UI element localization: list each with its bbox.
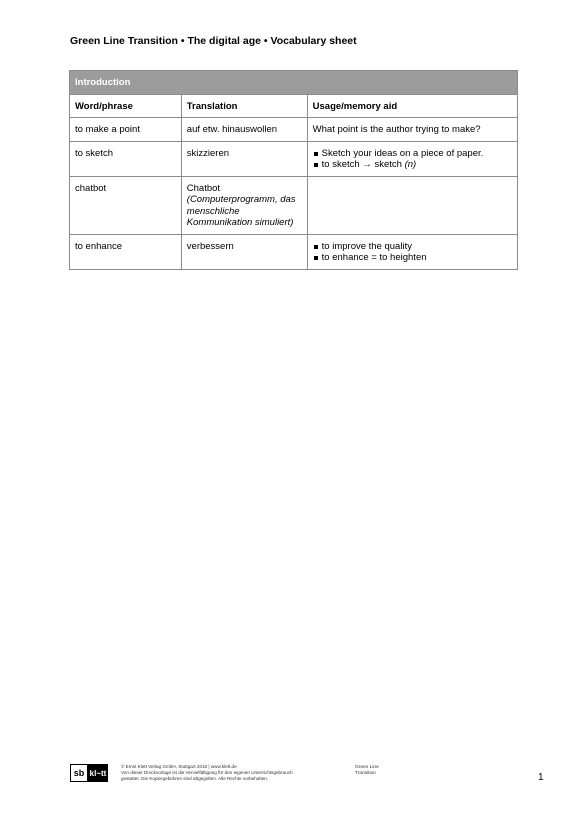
usage-item — [313, 159, 512, 171]
usage-list — [313, 148, 512, 171]
usage-item: to enhance = to heighten — [313, 252, 512, 264]
translation-text: Chatbot — [186, 182, 221, 194]
logo-mark-left: sb — [70, 764, 88, 782]
footer-brand-line: Transition — [355, 771, 376, 776]
translation-cell: skizzieren — [181, 141, 307, 176]
publisher-logo — [70, 764, 108, 782]
word-cell: to make a point — [70, 118, 182, 142]
section-header-row — [70, 71, 518, 95]
column-header-translation: Translation — [181, 94, 307, 118]
column-header-usage: Usage/memory aid — [307, 94, 517, 118]
logo-mark-right: kl~tt — [88, 764, 108, 782]
footer-brand-line: Green Line — [355, 765, 379, 770]
usage-cell — [307, 234, 517, 269]
vocabulary-table — [69, 70, 518, 270]
usage-cell — [307, 176, 517, 234]
translation-cell — [181, 176, 307, 234]
table-row — [70, 118, 518, 142]
usage-cell — [307, 141, 517, 176]
usage-item-text: to sketch → sketch — [321, 159, 402, 170]
table-row — [70, 234, 518, 269]
footer-legal-line: gestattet. Die Kopiergebühren sind abgegolten. Alle Rechte vorbehalten. — [121, 776, 269, 781]
section-title: Introduction — [70, 71, 518, 95]
page-title: Green Line Transition • The digital age • Vocabulary sheet — [70, 35, 357, 47]
translation-cell: verbessern — [181, 234, 307, 269]
column-header-word: Word/phrase — [70, 94, 182, 118]
usage-item: Sketch your ideas on a piece of paper. — [313, 148, 512, 160]
usage-note: (n) — [404, 159, 417, 170]
column-header-row — [70, 94, 518, 118]
translation-cell: auf etw. hinauswollen — [181, 118, 307, 142]
footer-brand — [355, 765, 379, 777]
word-cell: chatbot — [70, 176, 182, 234]
footer-legal-line: © Ernst Klett Verlag GmbH, Stuttgart 2018 | www.klett.de — [121, 764, 237, 769]
usage-cell: What point is the author trying to make? — [307, 118, 517, 142]
page-number: 1 — [538, 772, 544, 783]
table-row — [70, 176, 518, 234]
word-cell: to sketch — [70, 141, 182, 176]
translation-note: (Computerprogramm, das menschliche Kommunikation simuliert) — [186, 194, 296, 228]
table-row — [70, 141, 518, 176]
usage-list — [313, 241, 512, 264]
word-cell: to enhance — [70, 234, 182, 269]
footer-legal-line: Von dieser Druckvorlage ist die Vervielfältigung für den eigenen Unterrichtsgebrauch — [121, 770, 293, 775]
usage-item: to improve the quality — [313, 241, 512, 253]
footer-legal — [121, 764, 331, 782]
